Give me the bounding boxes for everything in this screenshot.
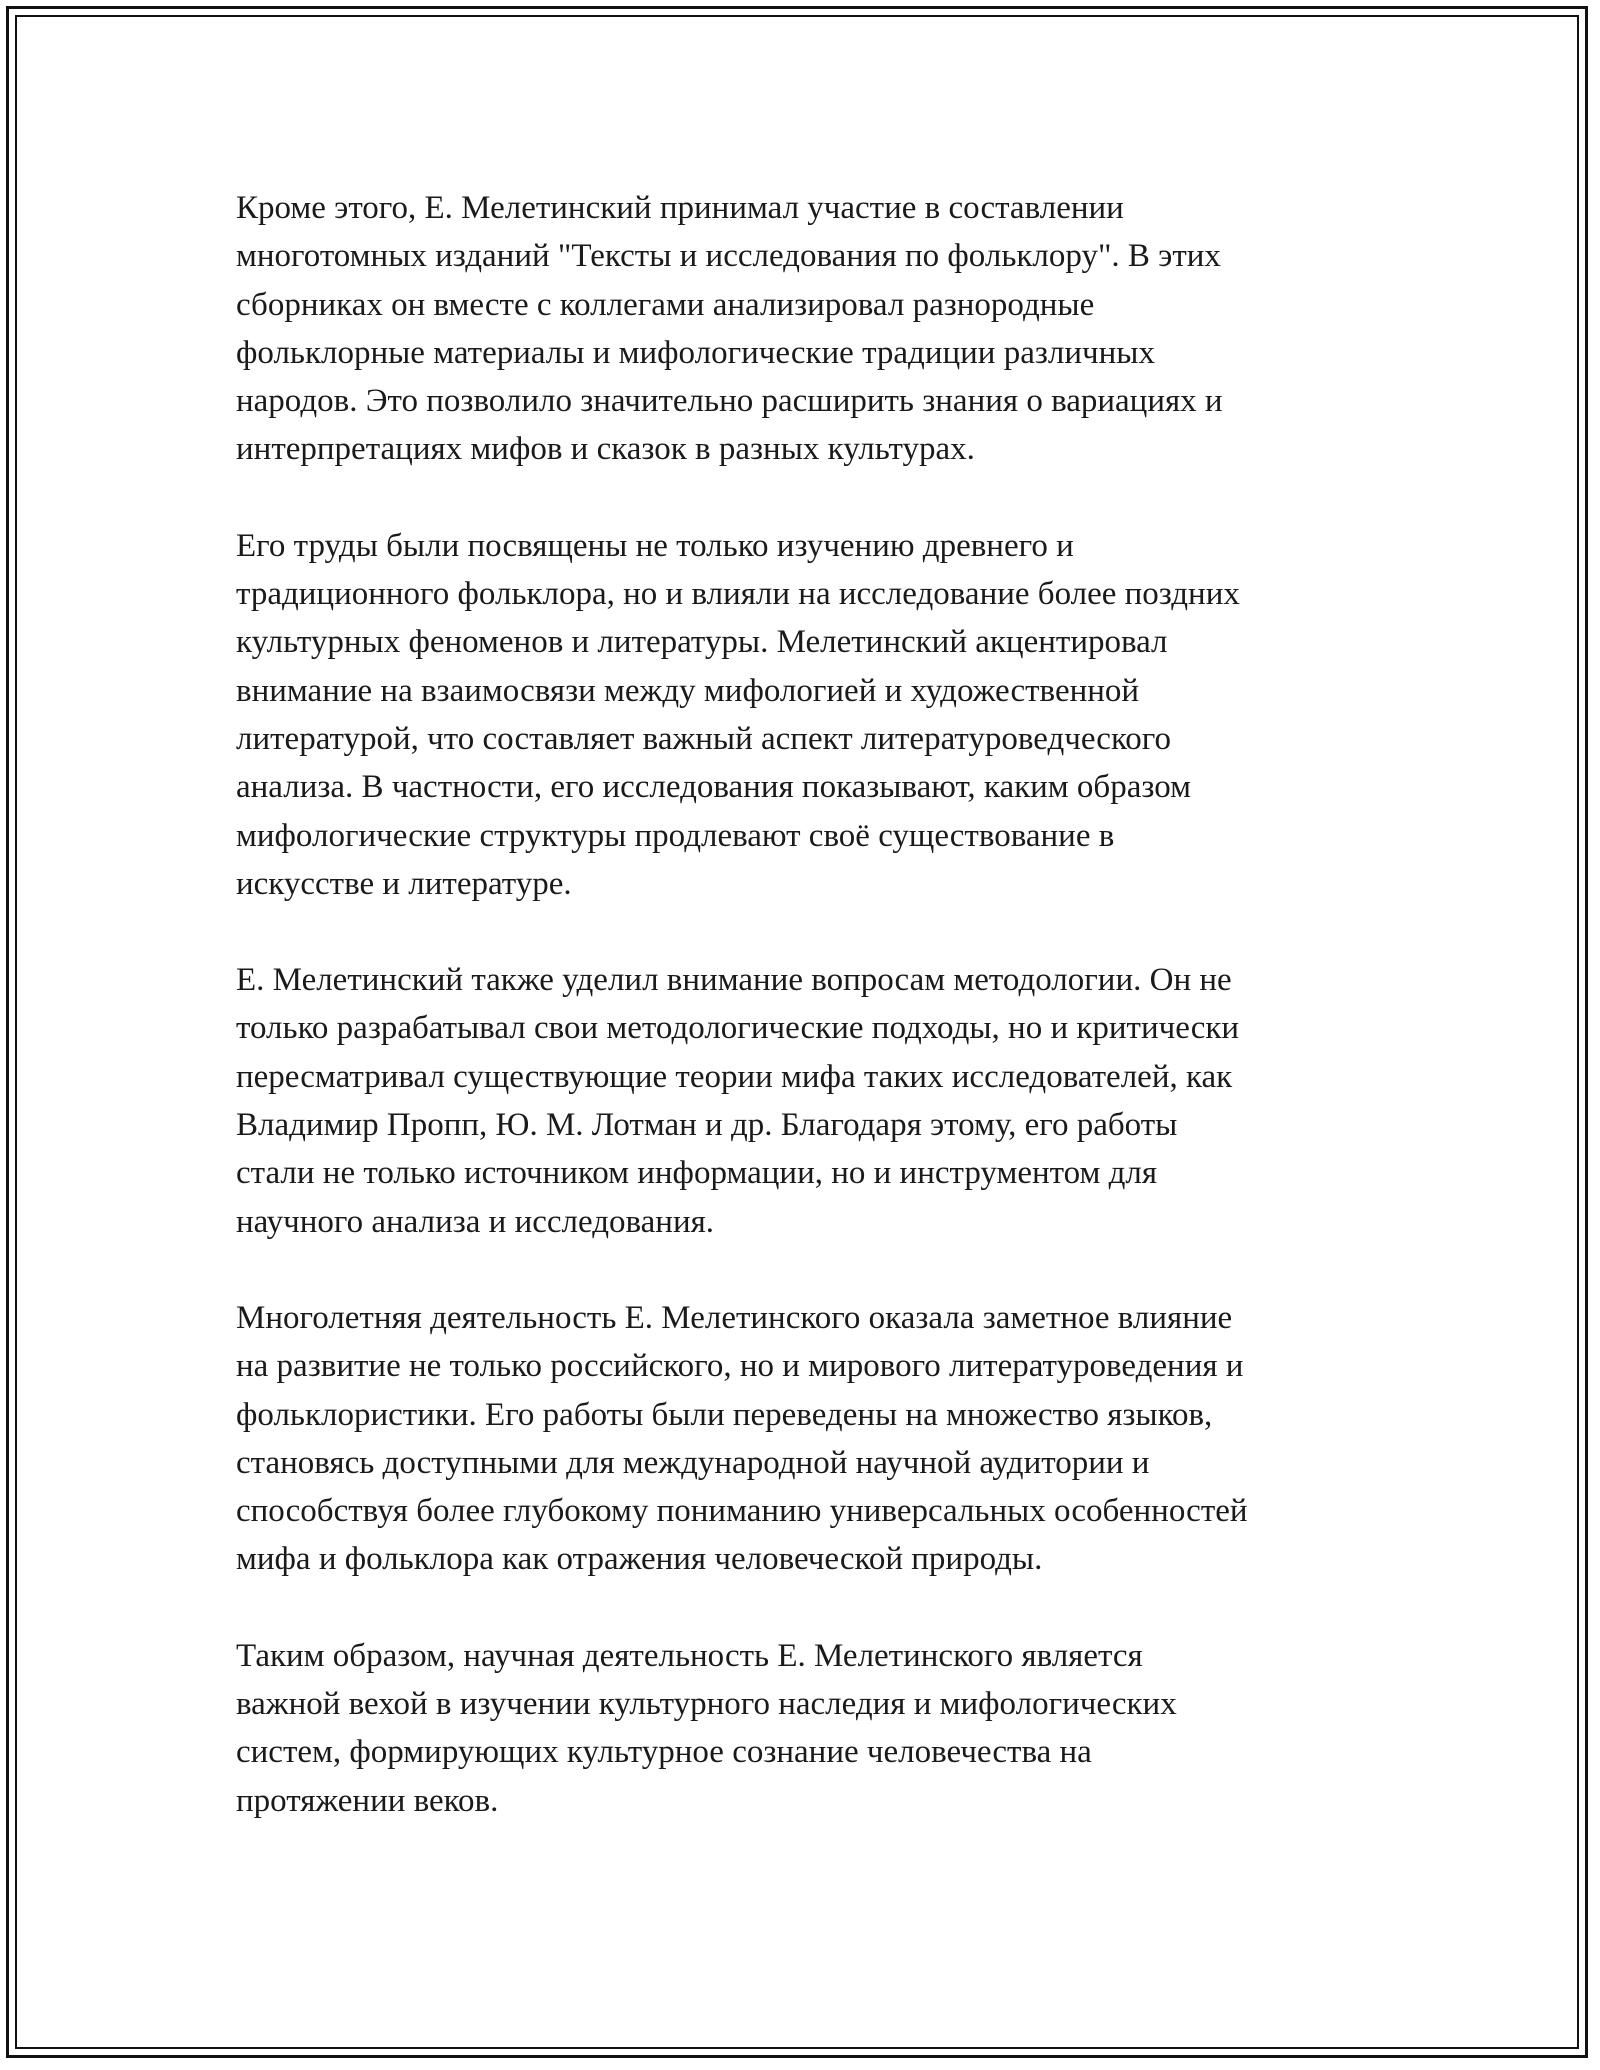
text-line: Владимир Пропп, Ю. М. Лотман и др. Благодаря этому, его работы	[236, 1107, 1178, 1144]
text-line: только разрабатывал свои методологические подходы, но и критически	[236, 1010, 1240, 1047]
text-line: народов. Это позволило значительно расширить знания о вариациях и	[236, 383, 1223, 420]
text-line: на развитие не только российского, но и мирового литературоведения и	[236, 1348, 1244, 1385]
text-line: Е. Мелетинский также уделил внимание вопросам методологии. Он не	[236, 962, 1232, 999]
text-line: систем, формирующих культурное сознание человечества на	[236, 1734, 1092, 1771]
text-line: Кроме этого, Е. Мелетинский принимал участие в составлении	[236, 190, 1124, 226]
text-line: мифологические структуры продлевают своё существование в	[236, 817, 1115, 854]
text-line: важной вехой в изучении культурного наследия и мифологических	[236, 1686, 1177, 1723]
text-line: способствуя более глубокому пониманию универсальных особенностей	[236, 1493, 1248, 1530]
text-line: многотомных изданий "Тексты и исследования по фольклору". В этих	[236, 238, 1221, 275]
text-line: Его труды были посвящены не только изучению древнего и	[236, 527, 1074, 564]
text-line: фольклористики. Его работы были переведены на множество языков,	[236, 1396, 1213, 1433]
text-line: фольклорные материалы и мифологические традиции различных	[236, 334, 1155, 371]
text-line: искусстве и литературе.	[236, 865, 572, 902]
text-line: внимание на взаимосвязи между мифологией и художественной	[236, 672, 1140, 709]
text-line: культурных феноменов и литературы. Мелетинский акцентировал	[236, 624, 1168, 661]
text-line: традиционного фольклора, но и влияли на исследование более поздних	[236, 576, 1240, 613]
text-line: интерпретациях мифов и сказок в разных культурах.	[236, 431, 975, 468]
text-line: Многолетняя деятельность Е. Мелетинского оказала заметное влияние	[236, 1299, 1233, 1336]
paragraph-2	[236, 522, 1376, 908]
text-line: становясь доступными для международной научной аудитории и	[236, 1444, 1150, 1481]
paragraph-5	[236, 1632, 1376, 1825]
paragraph-3	[236, 956, 1376, 1246]
text-line: анализа. В частности, его исследования показывают, каким образом	[236, 769, 1191, 806]
text-line: научного анализа и исследования.	[236, 1203, 715, 1240]
document-body	[236, 184, 1376, 1873]
paragraph-4	[236, 1294, 1376, 1584]
text-line: литературой, что составляет важный аспект литературоведческого	[236, 720, 1172, 757]
text-line: стали не только источником информации, но и инструментом для	[236, 1155, 1158, 1192]
text-line: мифа и фольклора как отражения человеческой природы.	[236, 1541, 1043, 1578]
paragraph-1	[236, 184, 1376, 474]
text-line: сборниках он вместе с коллегами анализировал разнородные	[236, 286, 1095, 323]
text-line: пересматривал существующие теории мифа таких исследователей, как	[236, 1058, 1233, 1095]
text-line: протяжении веков.	[236, 1782, 499, 1819]
text-line: Таким образом, научная деятельность Е. Мелетинского является	[236, 1637, 1143, 1674]
